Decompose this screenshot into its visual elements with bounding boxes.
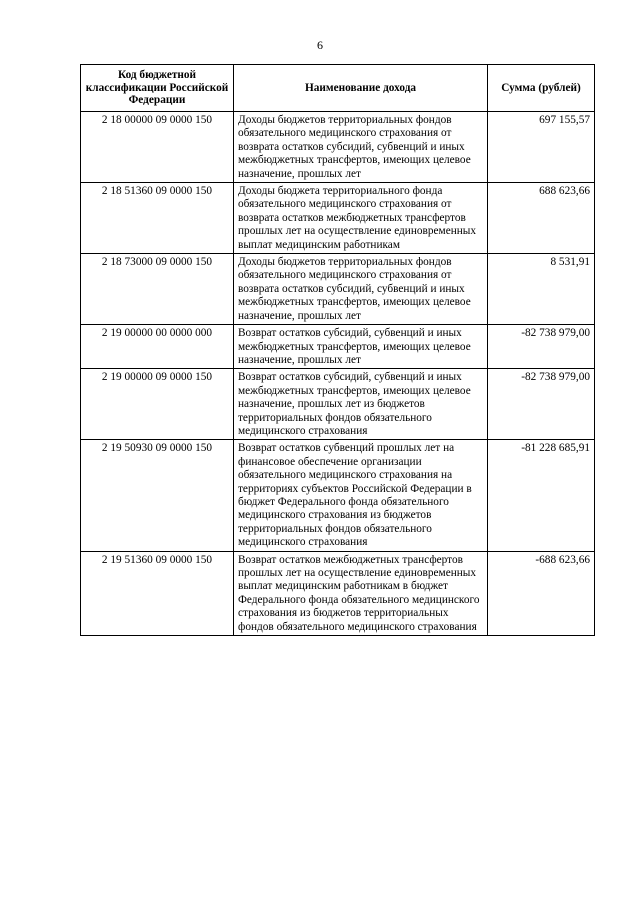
page-number: 6	[317, 38, 323, 52]
row-code: 2 19 50930 09 0000 150	[81, 440, 234, 551]
row-code: 2 18 73000 09 0000 150	[81, 254, 234, 325]
table-row	[81, 440, 595, 551]
row-sum: -82 738 979,00	[488, 369, 595, 440]
row-name: Возврат остатков межбюджетных трансфертов прошлых лет на осуществление единовременных выплат медицинским работникам в бюджет Федерального фонда обязательного медицинского страхования из бюджетов территориальных фондов обязательного медицинского страхования	[234, 551, 488, 635]
row-name: Возврат остатков субвенций прошлых лет на финансовое обеспечение организации обязательного медицинского страхования на территориях субъектов Российской Федерации в бюджет Федерального фонда обязательного медицинского страхования из бюджетов территориальных фондов обязательного медицинского страхования	[234, 440, 488, 551]
row-code: 2 18 00000 09 0000 150	[81, 112, 234, 183]
row-name: Доходы бюджетов территориальных фондов обязательного медицинского страхования от возврата остатков субсидий, субвенций и иных межбюджетных трансфертов, имеющих целевое назначение, прошлых лет	[234, 112, 488, 183]
table-row	[81, 369, 595, 440]
row-code: 2 19 51360 09 0000 150	[81, 551, 234, 635]
row-name: Доходы бюджета территориального фонда обязательного медицинского страхования от возврата остатков межбюджетных трансфертов прошлых лет на осуществление единовременных выплат медицинским работникам	[234, 183, 488, 254]
row-name: Доходы бюджетов территориальных фондов обязательного медицинского страхования от возврата остатков субсидий, субвенций и иных межбюджетных трансфертов, имеющих целевое назначение, прошлых лет	[234, 254, 488, 325]
row-code: 2 19 00000 09 0000 150	[81, 369, 234, 440]
table-header-row	[81, 65, 595, 112]
row-sum: -82 738 979,00	[488, 325, 595, 369]
header-code: Код бюджетной классификации Российской Федерации	[81, 65, 234, 112]
row-code: 2 19 00000 00 0000 000	[81, 325, 234, 369]
table-row	[81, 325, 595, 369]
table-row	[81, 112, 595, 183]
row-sum: 697 155,57	[488, 112, 595, 183]
table-row	[81, 183, 595, 254]
row-name: Возврат остатков субсидий, субвенций и иных межбюджетных трансфертов, имеющих целевое назначение, прошлых лет из бюджетов территориальных фондов обязательного медицинского страхования	[234, 369, 488, 440]
row-sum: -688 623,66	[488, 551, 595, 635]
row-sum: 688 623,66	[488, 183, 595, 254]
header-sum: Сумма (рублей)	[488, 65, 595, 112]
row-sum: -81 228 685,91	[488, 440, 595, 551]
table-row	[81, 254, 595, 325]
header-name: Наименование дохода	[234, 65, 488, 112]
revenue-table	[80, 64, 595, 636]
row-code: 2 18 51360 09 0000 150	[81, 183, 234, 254]
table-row	[81, 551, 595, 635]
row-sum: 8 531,91	[488, 254, 595, 325]
row-name: Возврат остатков субсидий, субвенций и иных межбюджетных трансфертов, имеющих целевое назначение, прошлых лет	[234, 325, 488, 369]
